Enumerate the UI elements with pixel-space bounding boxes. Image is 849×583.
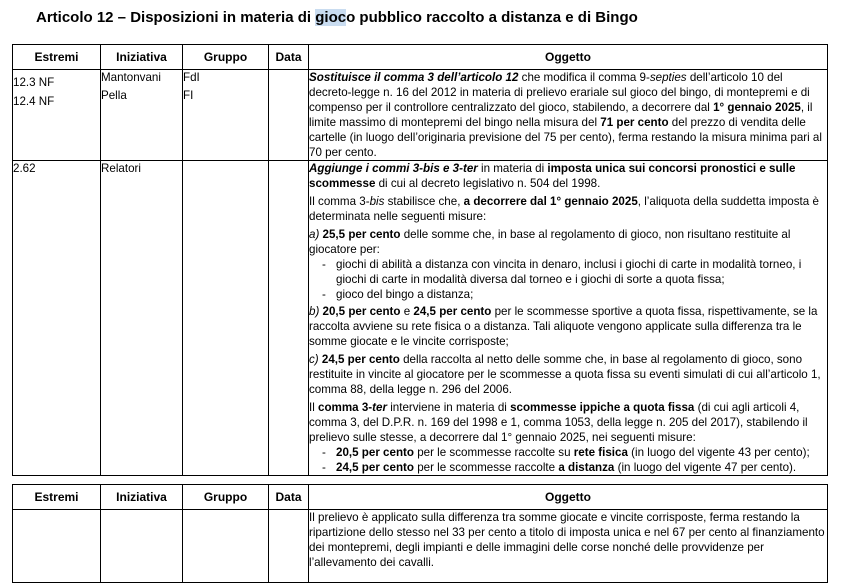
estremi-value: 12.4 NF (13, 95, 55, 108)
header-oggetto: Oggetto (309, 45, 828, 70)
cell-gruppo (183, 70, 269, 161)
list-item: - 24,5 per cento per le scommesse raccolte a distanza (in luogo del vigente 47 per cento). (309, 460, 827, 475)
oggetto-paragraph: Sostituisce il comma 3 dell’articolo 12 che modifica il comma 9-septies dell’articolo 10 del decreto-legge n. 16 del 2012 in materia di prelievo erariale sul gioco del bingo, di montepremi e di compenso per il controllore centralizzato del gioco, stabilendo, a decorrere dal 1° gennaio 2025, il limite massimo di montepremi del bingo nella misura del 71 per cento del prezzo di vendita delle cartelle (in luogo dell’originaria previsione del 75 per cento), ferma restando la misura minima pari al 70 per cento. (309, 71, 822, 159)
header-data: Data (269, 485, 309, 510)
estremi-value: 12.3 NF (13, 76, 55, 89)
table-row (13, 161, 828, 476)
dash-list (309, 445, 827, 475)
cell-estremi (13, 510, 101, 583)
cell-oggetto (309, 510, 828, 583)
oggetto-paragraph: Il comma 3-bis stabilisce che, a decorrere dal 1° gennaio 2025, l’aliquota della suddetta imposta è determinata nelle seguenti misure: (309, 195, 819, 223)
cell-data (269, 161, 309, 476)
cell-oggetto (309, 70, 828, 161)
cell-iniziativa (101, 70, 183, 161)
oggetto-paragraph: Aggiunge i commi 3-bis e 3-ter in materia di imposta unica sui concorsi pronostici e sulle scommesse di cui al decreto legislativo n. 504 del 1998. (309, 162, 796, 190)
title-selection-highlight: gioc (315, 9, 347, 26)
cell-estremi (13, 70, 101, 161)
cell-iniziativa (101, 510, 183, 583)
dash-list (309, 257, 827, 302)
cell-gruppo (183, 510, 269, 583)
list-item: - gioco del bingo a distanza; (309, 287, 827, 302)
header-estremi: Estremi (13, 45, 101, 70)
oggetto-paragraph: c) 24,5 per cento della raccolta al netto delle somme che, in base al regolamento di gioco, sono restituite in vincite al giocatore per le scommesse a quota fissa su eventi simulati di cui all’articolo 1, comma 88, della legge n. 296 del 2006. (309, 353, 821, 396)
article-title (36, 9, 638, 26)
header-gruppo: Gruppo (183, 45, 269, 70)
cell-estremi: 2.62 (13, 161, 101, 476)
header-gruppo: Gruppo (183, 485, 269, 510)
oggetto-paragraph: Il prelievo è applicato sulla differenza tra somme giocate e vincite corrisposte, ferma restando la ripartizione dello stesso nel 33 per cento a titolo di imposta unica e nel 67 per cento al finanziamento dei montepremi, degli impianti e delle immagini delle corse nonché delle provvidenze per l’allevamento dei cavalli. (309, 511, 825, 569)
iniziativa-value: Mantonvani (101, 71, 161, 84)
amendments-table (12, 44, 828, 476)
cell-data (269, 510, 309, 583)
oggetto-paragraph: b) 20,5 per cento e 24,5 per cento per le scommesse sportive a quota fissa, rispettivamente, se la raccolta avviene su rete fisica o a distanza. Tali aliquote vengono applicate sulla differenza tra le somme giocate e le vincite corrisposte; (309, 305, 818, 348)
gruppo-value: FI (183, 89, 194, 102)
gruppo-value: FdI (183, 71, 200, 84)
cell-data (269, 70, 309, 161)
oggetto-paragraph: Il comma 3-ter interviene in materia di scommesse ippiche a quota fissa (di cui agli articoli 4, comma 3, del D.P.R. n. 169 del 1998 e 1, comma 1053, della legge n. 205 del 2017), stabilendo il prelievo sulle stesse, a decorrere dal 1° gennaio 2025, nei seguenti misure: (309, 401, 808, 444)
cell-iniziativa: Relatori (101, 161, 183, 476)
table-row (13, 510, 828, 583)
oggetto-paragraph: a) 25,5 per cento delle somme che, in base al regolamento di gioco, non risultano restituite al giocatore per: (309, 228, 791, 256)
header-data: Data (269, 45, 309, 70)
cell-oggetto (309, 161, 828, 476)
title-part2: o pubblico raccolto a distanza e di Bingo (346, 9, 638, 26)
table-row (13, 70, 828, 161)
header-oggetto: Oggetto (309, 485, 828, 510)
amendments-table-continued (12, 484, 828, 583)
title-part1: Articolo 12 – Disposizioni in materia di (36, 9, 316, 26)
header-iniziativa: Iniziativa (101, 45, 183, 70)
list-item: - 20,5 per cento per le scommesse raccolte su rete fisica (in luogo del vigente 43 per cento); (309, 445, 827, 460)
table-header-row (13, 45, 828, 70)
header-iniziativa: Iniziativa (101, 485, 183, 510)
list-item: - giochi di abilità a distanza con vincita in denaro, inclusi i giochi di carte in modalità torneo, i giochi di carte in modalità diversa dal torneo e i giochi di sorte a quota fissa; (309, 257, 827, 287)
cell-gruppo (183, 161, 269, 476)
table-header-row (13, 485, 828, 510)
iniziativa-value: Pella (101, 89, 127, 102)
header-estremi: Estremi (13, 485, 101, 510)
